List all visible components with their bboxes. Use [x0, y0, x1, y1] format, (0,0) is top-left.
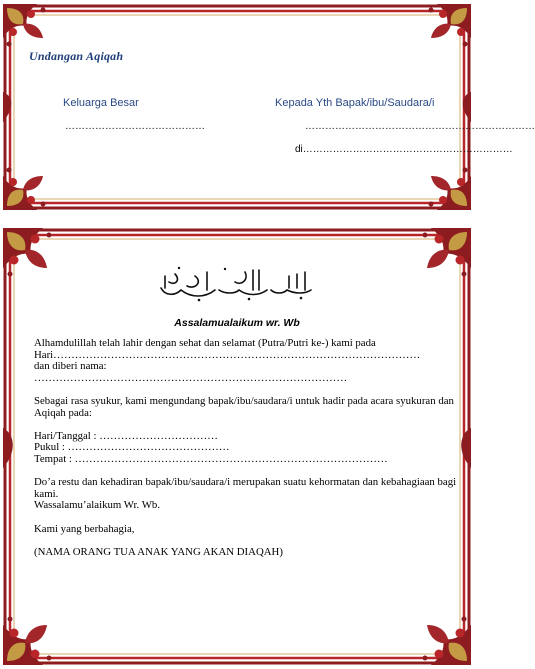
body-line: ……………………………………………………………………………: [34, 371, 348, 384]
body-line: Hari…………………………………………………………………………………………: [34, 348, 421, 361]
body-line: Kami yang berbahagia,: [34, 522, 135, 535]
body-line: [34, 419, 462, 431]
body-line: kami.: [34, 487, 59, 500]
from-dots: ……………………………………: [65, 121, 205, 132]
body-line: Pukul : ………………………………………: [34, 441, 230, 454]
body-line: Wassalamu’alaikum Wr. Wb.: [34, 499, 161, 512]
salam-greeting: Assalamualaikum wr. Wb: [174, 317, 300, 329]
envelope-card: [3, 4, 535, 210]
body-line: Alhamdulillah telah lahir dengan sehat dan selamat (Putra/Putri ke-) kami pada: [34, 337, 376, 349]
to-dots: ……………………………………………………………: [305, 121, 535, 132]
body-line: Do’a restu dan kehadiran bapak/ibu/saudara/i merupakan suatu kehormatan dan kebahagiaan bagi: [34, 476, 457, 489]
body-line: dan diberi nama:: [34, 360, 107, 373]
bismillah-calligraphy-icon: [155, 264, 319, 304]
envelope-title: Undangan Aqiqah: [29, 49, 124, 63]
body-line: Tempat : ……………………………………………………………………………: [34, 452, 388, 465]
body-line: [34, 535, 462, 547]
body-line: Sebagai rasa syukur, kami mengundang bapak/ibu/saudara/i untuk hadir pada acara syukuran dan: [34, 394, 454, 407]
di-line: di………………………………………………………: [295, 144, 513, 155]
to-label: Kepada Yth Bapak/ibu/Saudara/i: [275, 97, 435, 109]
letter-body: [34, 338, 462, 558]
letter-card: [3, 228, 471, 665]
body-line: Hari/Tanggal : ……………………………: [34, 429, 218, 442]
body-line: [34, 512, 462, 524]
from-label: Keluarga Besar: [63, 97, 139, 109]
body-line: Aqiqah pada:: [34, 406, 92, 419]
body-line: (NAMA ORANG TUA ANAK YANG AKAN DIAQAH): [34, 545, 283, 558]
